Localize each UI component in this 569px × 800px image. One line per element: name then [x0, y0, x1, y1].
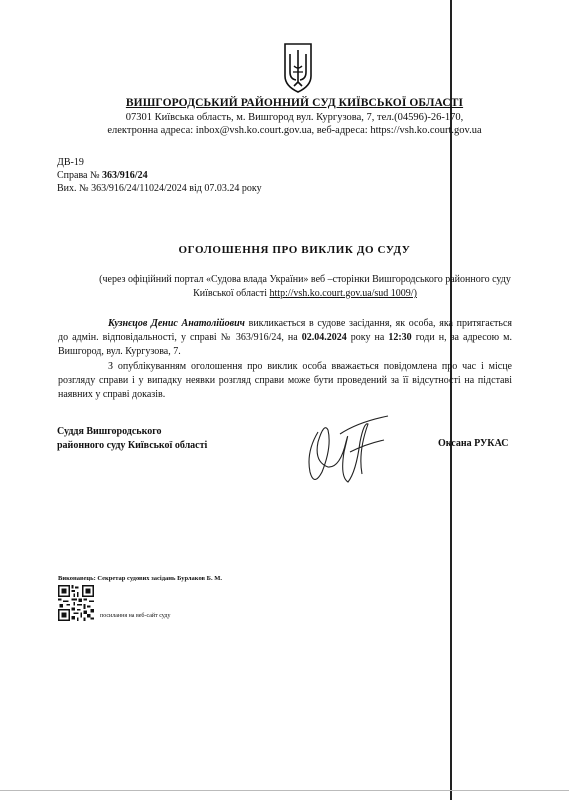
summoned-person: Кузнєцов Денис Анатолійович	[108, 318, 245, 329]
publication-note-text: (через офіційний портал «Судова влада України» веб –сторінки Вишгородського районного суду Київської області	[99, 274, 511, 299]
case-number: 363/916/24	[102, 170, 148, 181]
form-code: ДВ-19	[57, 157, 84, 168]
summons-paragraph	[58, 317, 512, 359]
publication-note	[80, 273, 530, 301]
court-name: ВИШГОРОДСЬКИЙ РАЙОННИЙ СУД КИЇВСЬКОЇ ОБЛАСТІ	[125, 97, 464, 109]
case-line	[57, 169, 148, 182]
executor-line: Виконавець: Секретар судових засідань Бурлаков Б. М.	[58, 575, 222, 582]
summons-text-2: року на	[346, 332, 389, 343]
hearing-time: 12:30	[388, 332, 412, 343]
qr-caption: посилання на веб-сайт суду	[100, 613, 171, 619]
court-contacts: електронна адреса: inbox@vsh.ko.court.gov.ua, веб-адреса: https://vsh.ko.court.gov.ua	[107, 125, 482, 136]
summons-text-1: викликається в судове засідання, як особа, яка притягається до адмін. відповідальності, у справі № 363/916/24, на	[58, 318, 513, 343]
judge-title-line2: районного суду Київської області	[57, 440, 208, 451]
case-label: Справа №	[57, 170, 103, 181]
coat-of-arms-icon	[283, 42, 313, 94]
qr-code-icon[interactable]	[58, 585, 94, 621]
summons-text-3: годи н, за адресою м. Вишгород, вул. Кургузова, 7.	[58, 332, 513, 357]
handwritten-signature	[288, 412, 398, 492]
judge-title-line1: Суддя Вишгородського	[57, 426, 162, 437]
hearing-date: 02.04.2024	[301, 332, 347, 343]
judge-name: Оксана РУКАС	[438, 438, 509, 449]
court-address: 07301 Київська область, м. Вишгород вул. Кургузова, 7, тел.(04596)-26-170,	[125, 112, 464, 123]
document-title: ОГОЛОШЕННЯ ПРО ВИКЛИК ДО СУДУ	[178, 244, 411, 256]
scan-edge	[0, 790, 569, 791]
notice-paragraph: З опублікуванням оголошення про виклик особа вважається повідомлена про час і місце розгляду справи і у випадку неявки розгляд справи може бути проведений за її відсутності на підставі наявних у справі доказів.	[58, 361, 512, 400]
outgoing-number: Вих. № 363/916/24/11024/2024 від 07.03.24 року	[57, 183, 262, 194]
judge-title	[57, 425, 207, 453]
court-website-link[interactable]: http://vsh.ko.court.gov.ua/sud 1009/)	[269, 288, 417, 299]
